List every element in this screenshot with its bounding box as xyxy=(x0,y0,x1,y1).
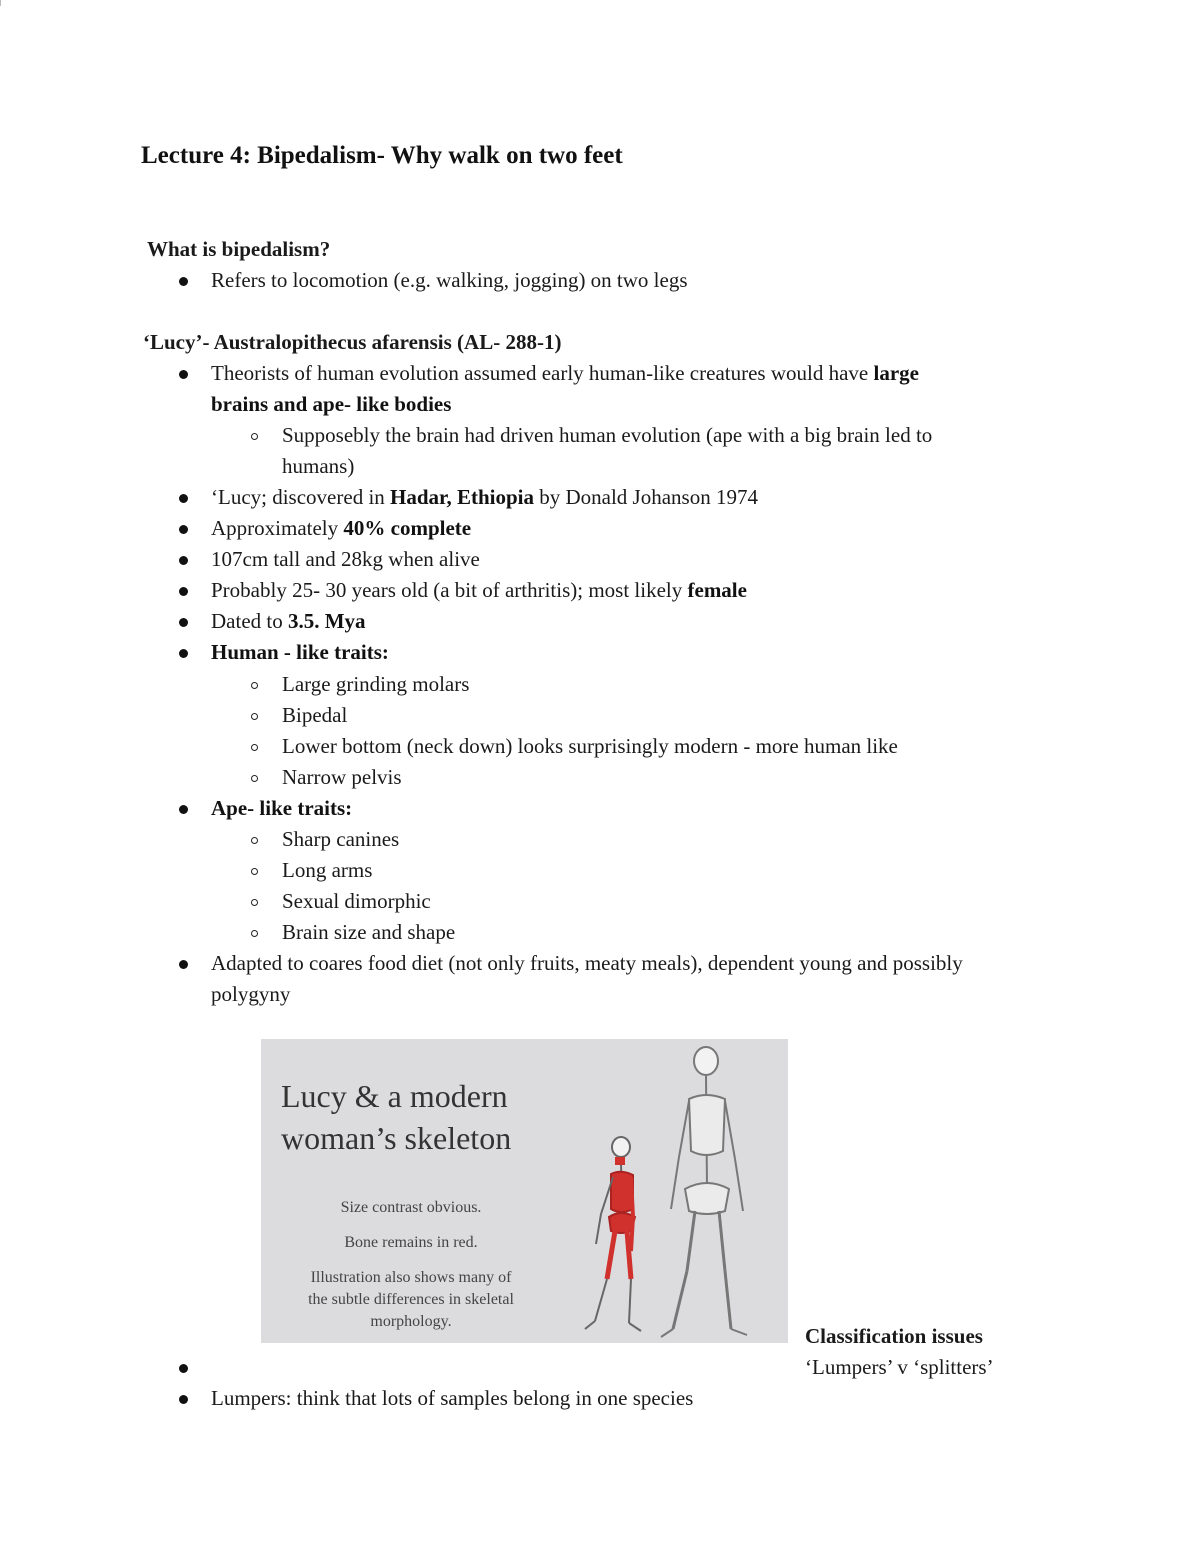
sub-bullet-icon xyxy=(251,930,258,937)
list-item: Adapted to coares food diet (not only fruits, meaty meals), dependent young and possibly xyxy=(211,951,963,975)
lucy-skeleton xyxy=(585,1137,641,1331)
list-item-bold: Human - like traits: xyxy=(211,640,389,664)
sub-bullet-icon xyxy=(251,868,258,875)
list-item-text: Probably 25- 30 years old (a bit of arthritis); most likely xyxy=(211,578,688,602)
bullet-icon xyxy=(179,587,188,596)
bullet-icon xyxy=(179,1395,188,1404)
figure-note-line: morphology. xyxy=(370,1313,452,1330)
list-item-text: Approximately xyxy=(211,516,344,540)
sub-bullet-icon xyxy=(251,744,258,751)
sub-list-item: Sexual dimorphic xyxy=(282,889,431,913)
figure-title xyxy=(281,1075,511,1159)
bullet-icon xyxy=(179,494,188,503)
sub-bullet-icon xyxy=(251,775,258,782)
list-item: Refers to locomotion (e.g. walking, jogging) on two legs xyxy=(211,268,688,292)
bullet-icon xyxy=(179,649,188,658)
sub-list-item: Brain size and shape xyxy=(282,920,456,944)
list-item: Lumpers: think that lots of samples belong in one species xyxy=(211,1386,694,1410)
sub-list-item: Narrow pelvis xyxy=(282,765,402,789)
list-item xyxy=(211,485,758,510)
list-item xyxy=(211,609,366,634)
sub-list-item: Sharp canines xyxy=(282,827,400,851)
bullet-icon xyxy=(179,805,188,814)
figure-title-line: woman’s skeleton xyxy=(281,1120,512,1156)
bullet-icon xyxy=(179,277,188,286)
section-subtitle: ‘Lumpers’ v ‘splitters’ xyxy=(805,1355,994,1379)
sub-list-item: Long arms xyxy=(282,858,373,882)
figure-note-line: Illustration also shows many of xyxy=(310,1269,512,1286)
cursor-mark xyxy=(0,0,1,6)
lucy-jaw xyxy=(615,1157,625,1165)
list-item xyxy=(211,516,471,541)
sub-bullet-icon xyxy=(251,837,258,844)
modern-skeleton xyxy=(661,1047,747,1337)
sub-list-item: Supposebly the brain had driven human evolution (ape with a big brain led to xyxy=(282,423,933,447)
list-item xyxy=(211,640,389,665)
list-item-bold: Ape- like traits: xyxy=(211,796,353,820)
bullet-icon xyxy=(179,618,188,627)
list-item xyxy=(211,578,747,603)
figure-title-line: Lucy & a modern xyxy=(281,1078,508,1114)
bullet-icon xyxy=(179,1364,188,1373)
list-item-text: Theorists of human evolution assumed early human-like creatures would have xyxy=(211,361,874,385)
list-item-text: by Donald Johanson 1974 xyxy=(533,485,758,509)
sub-bullet-icon xyxy=(251,713,258,720)
list-item-text: ‘Lucy; discovered in xyxy=(211,485,391,509)
list-item-bold: female xyxy=(687,578,747,602)
list-item-continuation xyxy=(211,392,451,417)
sub-bullet-icon xyxy=(251,899,258,906)
figure-note xyxy=(261,1267,561,1333)
list-item xyxy=(211,361,919,386)
section-heading-bipedalism: What is bipedalism? xyxy=(147,237,331,261)
sub-list-item: Lower bottom (neck down) looks surprisingly modern - more human like xyxy=(282,734,898,758)
sub-list-item: Bipedal xyxy=(282,703,348,727)
list-item-text: Dated to xyxy=(211,609,288,633)
list-item-bold: Hadar, Ethiopia xyxy=(390,485,534,509)
list-item: 107cm tall and 28kg when alive xyxy=(211,547,480,571)
sub-bullet-icon xyxy=(251,433,258,440)
figure-note: Size contrast obvious. xyxy=(340,1199,482,1216)
bullet-icon xyxy=(179,370,188,379)
list-item-continuation: polygyny xyxy=(211,982,291,1006)
lucy-skeleton-figure xyxy=(261,1039,788,1343)
sub-list-item-continuation: humans) xyxy=(282,454,355,478)
figure-note-line: the subtle differences in skeletal xyxy=(308,1291,514,1308)
bullet-icon xyxy=(179,556,188,565)
section-heading-lucy: ‘Lucy’- Australopithecus afarensis (AL- 288-1) xyxy=(143,330,562,354)
page-title: Lecture 4: Bipedalism- Why walk on two feet xyxy=(141,142,623,169)
list-item-bold: brains and ape- like bodies xyxy=(211,392,452,416)
list-item-bold: 3.5. Mya xyxy=(287,609,366,633)
figure-note: Bone remains in red. xyxy=(344,1234,478,1251)
bullet-icon xyxy=(179,960,188,969)
skeletons-illustration xyxy=(561,1039,788,1343)
section-heading-classification: Classification issues xyxy=(805,1324,983,1348)
list-item xyxy=(211,796,352,821)
list-item-bold: large xyxy=(873,361,919,385)
list-item-bold: 40% complete xyxy=(343,516,472,540)
sub-bullet-icon xyxy=(251,682,258,689)
sub-list-item: Large grinding molars xyxy=(282,672,470,696)
bullet-icon xyxy=(179,525,188,534)
